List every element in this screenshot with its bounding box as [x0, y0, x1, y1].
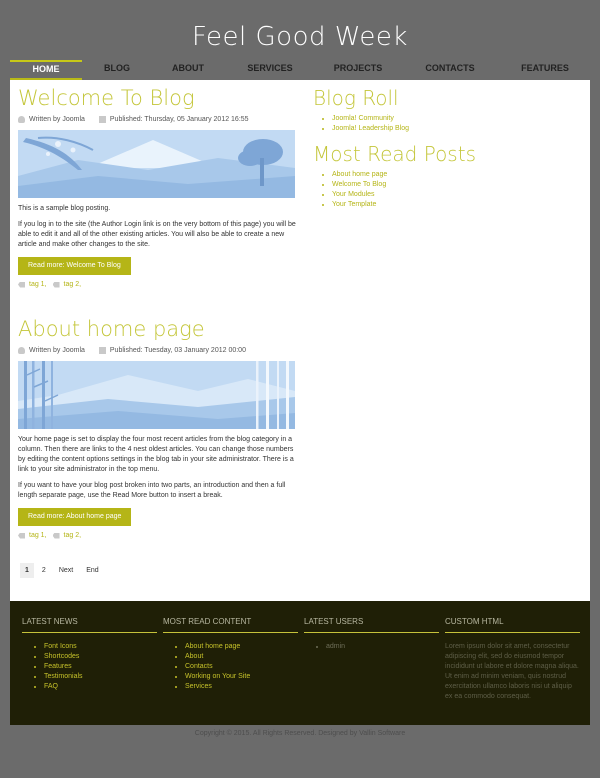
footer-custom-text: Lorem ipsum dolor sit amet, consectetur adipiscing elit, sed do eiusmod tempor incididunt ut labore et dolore magna aliqua. Ut enim ad minim veniam, quis nostrud exercitation ullamco laboris nisi ut aliquip ex ea commodo consequat.	[445, 643, 579, 700]
article-published: Published: Thursday, 05 January 2012 16:55	[109, 116, 249, 123]
list-item[interactable]: • Shortcodes	[44, 652, 157, 662]
article-image-bamboo	[18, 361, 295, 429]
blog-roll-title: Blog Roll	[313, 86, 399, 110]
read-more-button[interactable]: Read more: Welcome To Blog	[18, 257, 131, 275]
footer-latest-news	[22, 617, 157, 692]
nav-item-blog[interactable]: BLOG	[104, 63, 130, 73]
page-end[interactable]: End	[86, 567, 99, 574]
main-nav	[10, 60, 590, 80]
list-item[interactable]: • Working on Your Site	[185, 672, 298, 682]
user-icon	[18, 116, 25, 123]
footer-heading: LATEST NEWS	[22, 617, 157, 633]
list-item[interactable]: • admin	[326, 642, 439, 652]
pagination	[20, 563, 107, 578]
list-item[interactable]: • About	[185, 652, 298, 662]
tag-icon	[18, 533, 25, 539]
list-item[interactable]: • Font Icons	[44, 642, 157, 652]
page-next[interactable]: Next	[58, 567, 74, 574]
list-item[interactable]: • About home page	[332, 170, 583, 180]
blog-roll-list	[332, 114, 583, 134]
footer-heading: MOST READ CONTENT	[163, 617, 298, 633]
copyright: Copyright © 2015. All Rights Reserved. Designed by Vallin Software	[194, 730, 406, 737]
article-paragraph: If you log in to the site (the Author Login link is on the very bottom of this page) you will be able to edit it and all of the other existing articles. You will also be able to create a new article and make other changes to the site.	[18, 221, 296, 248]
article-tags	[18, 281, 296, 288]
article-image-mountain	[18, 130, 295, 198]
footer-heading: CUSTOM HTML	[445, 617, 580, 633]
footer-list	[326, 642, 439, 652]
calendar-icon	[99, 347, 106, 354]
list-item[interactable]: • Joomla! Leadership Blog	[332, 124, 583, 134]
list-item[interactable]: • Testimonials	[44, 672, 157, 682]
read-more-button[interactable]: Read more: About home page	[18, 508, 131, 526]
sidebar	[313, 80, 583, 210]
page-current: 1	[20, 563, 34, 578]
nav-item-contacts[interactable]: CONTACTS	[425, 63, 475, 73]
article-title[interactable]: Welcome To Blog	[18, 86, 195, 110]
nav-item-home[interactable]: HOME	[10, 60, 82, 80]
tag-link[interactable]: tag 1,	[29, 532, 47, 539]
most-read-list	[332, 170, 583, 210]
user-icon	[18, 347, 25, 354]
most-read-title: Most Read Posts	[313, 142, 476, 166]
list-item[interactable]: • About home page	[185, 642, 298, 652]
list-item[interactable]: • FAQ	[44, 682, 157, 692]
footer-list	[185, 642, 298, 692]
tag-icon	[53, 533, 60, 539]
list-item[interactable]: • Welcome To Blog	[332, 180, 583, 190]
article-paragraph: Your home page is set to display the four most recent articles from the blog category in a column. Then there are links to the 4 nest oldest articles. You can change those numbers by editing the content options settings in the blog tab in your site administrator. There is a link to your site administrator in the top menu.	[18, 436, 294, 473]
article-author: Written by Joomla	[29, 116, 85, 123]
article-author: Written by Joomla	[29, 347, 85, 354]
article-title[interactable]: About home page	[18, 317, 205, 341]
nav-item-projects[interactable]: PROJECTS	[333, 63, 383, 73]
list-item[interactable]: • Joomla! Community	[332, 114, 583, 124]
article-meta	[18, 116, 296, 123]
nav-item-features[interactable]: FEATURES	[521, 63, 569, 73]
footer-custom-html	[445, 617, 580, 702]
main-content	[10, 80, 590, 601]
article-paragraph: If you want to have your blog post broken into two parts, an introduction and then a full length separate page, use the Read More button to insert a break.	[18, 482, 286, 499]
tag-icon	[53, 282, 60, 288]
footer-latest-users	[304, 617, 439, 652]
page-link-2[interactable]: 2	[41, 567, 46, 574]
article	[18, 311, 296, 539]
nav-item-about[interactable]: ABOUT	[172, 63, 204, 73]
article	[18, 80, 296, 288]
site-title[interactable]: Feel Good Week	[192, 22, 408, 52]
list-item[interactable]: • Contacts	[185, 662, 298, 672]
nav-item-services[interactable]: SERVICES	[247, 63, 293, 73]
calendar-icon	[99, 116, 106, 123]
article-paragraph: This is a sample blog posting.	[18, 205, 111, 212]
article-tags	[18, 532, 296, 539]
tag-link[interactable]: tag 2,	[63, 281, 82, 288]
article-meta	[18, 347, 296, 354]
tag-link[interactable]: tag 1,	[29, 281, 47, 288]
list-item[interactable]: • Your Template	[332, 200, 583, 210]
tag-icon	[18, 282, 25, 288]
list-item[interactable]: • Your Modules	[332, 190, 583, 200]
tag-link[interactable]: tag 2,	[63, 532, 82, 539]
footer-list	[44, 642, 157, 692]
article-published: Published: Tuesday, 03 January 2012 00:00	[109, 347, 246, 354]
footer-most-read	[163, 617, 298, 692]
footer	[10, 601, 590, 725]
list-item[interactable]: • Features	[44, 662, 157, 672]
footer-heading: LATEST USERS	[304, 617, 439, 633]
list-item[interactable]: • Services	[185, 682, 298, 692]
